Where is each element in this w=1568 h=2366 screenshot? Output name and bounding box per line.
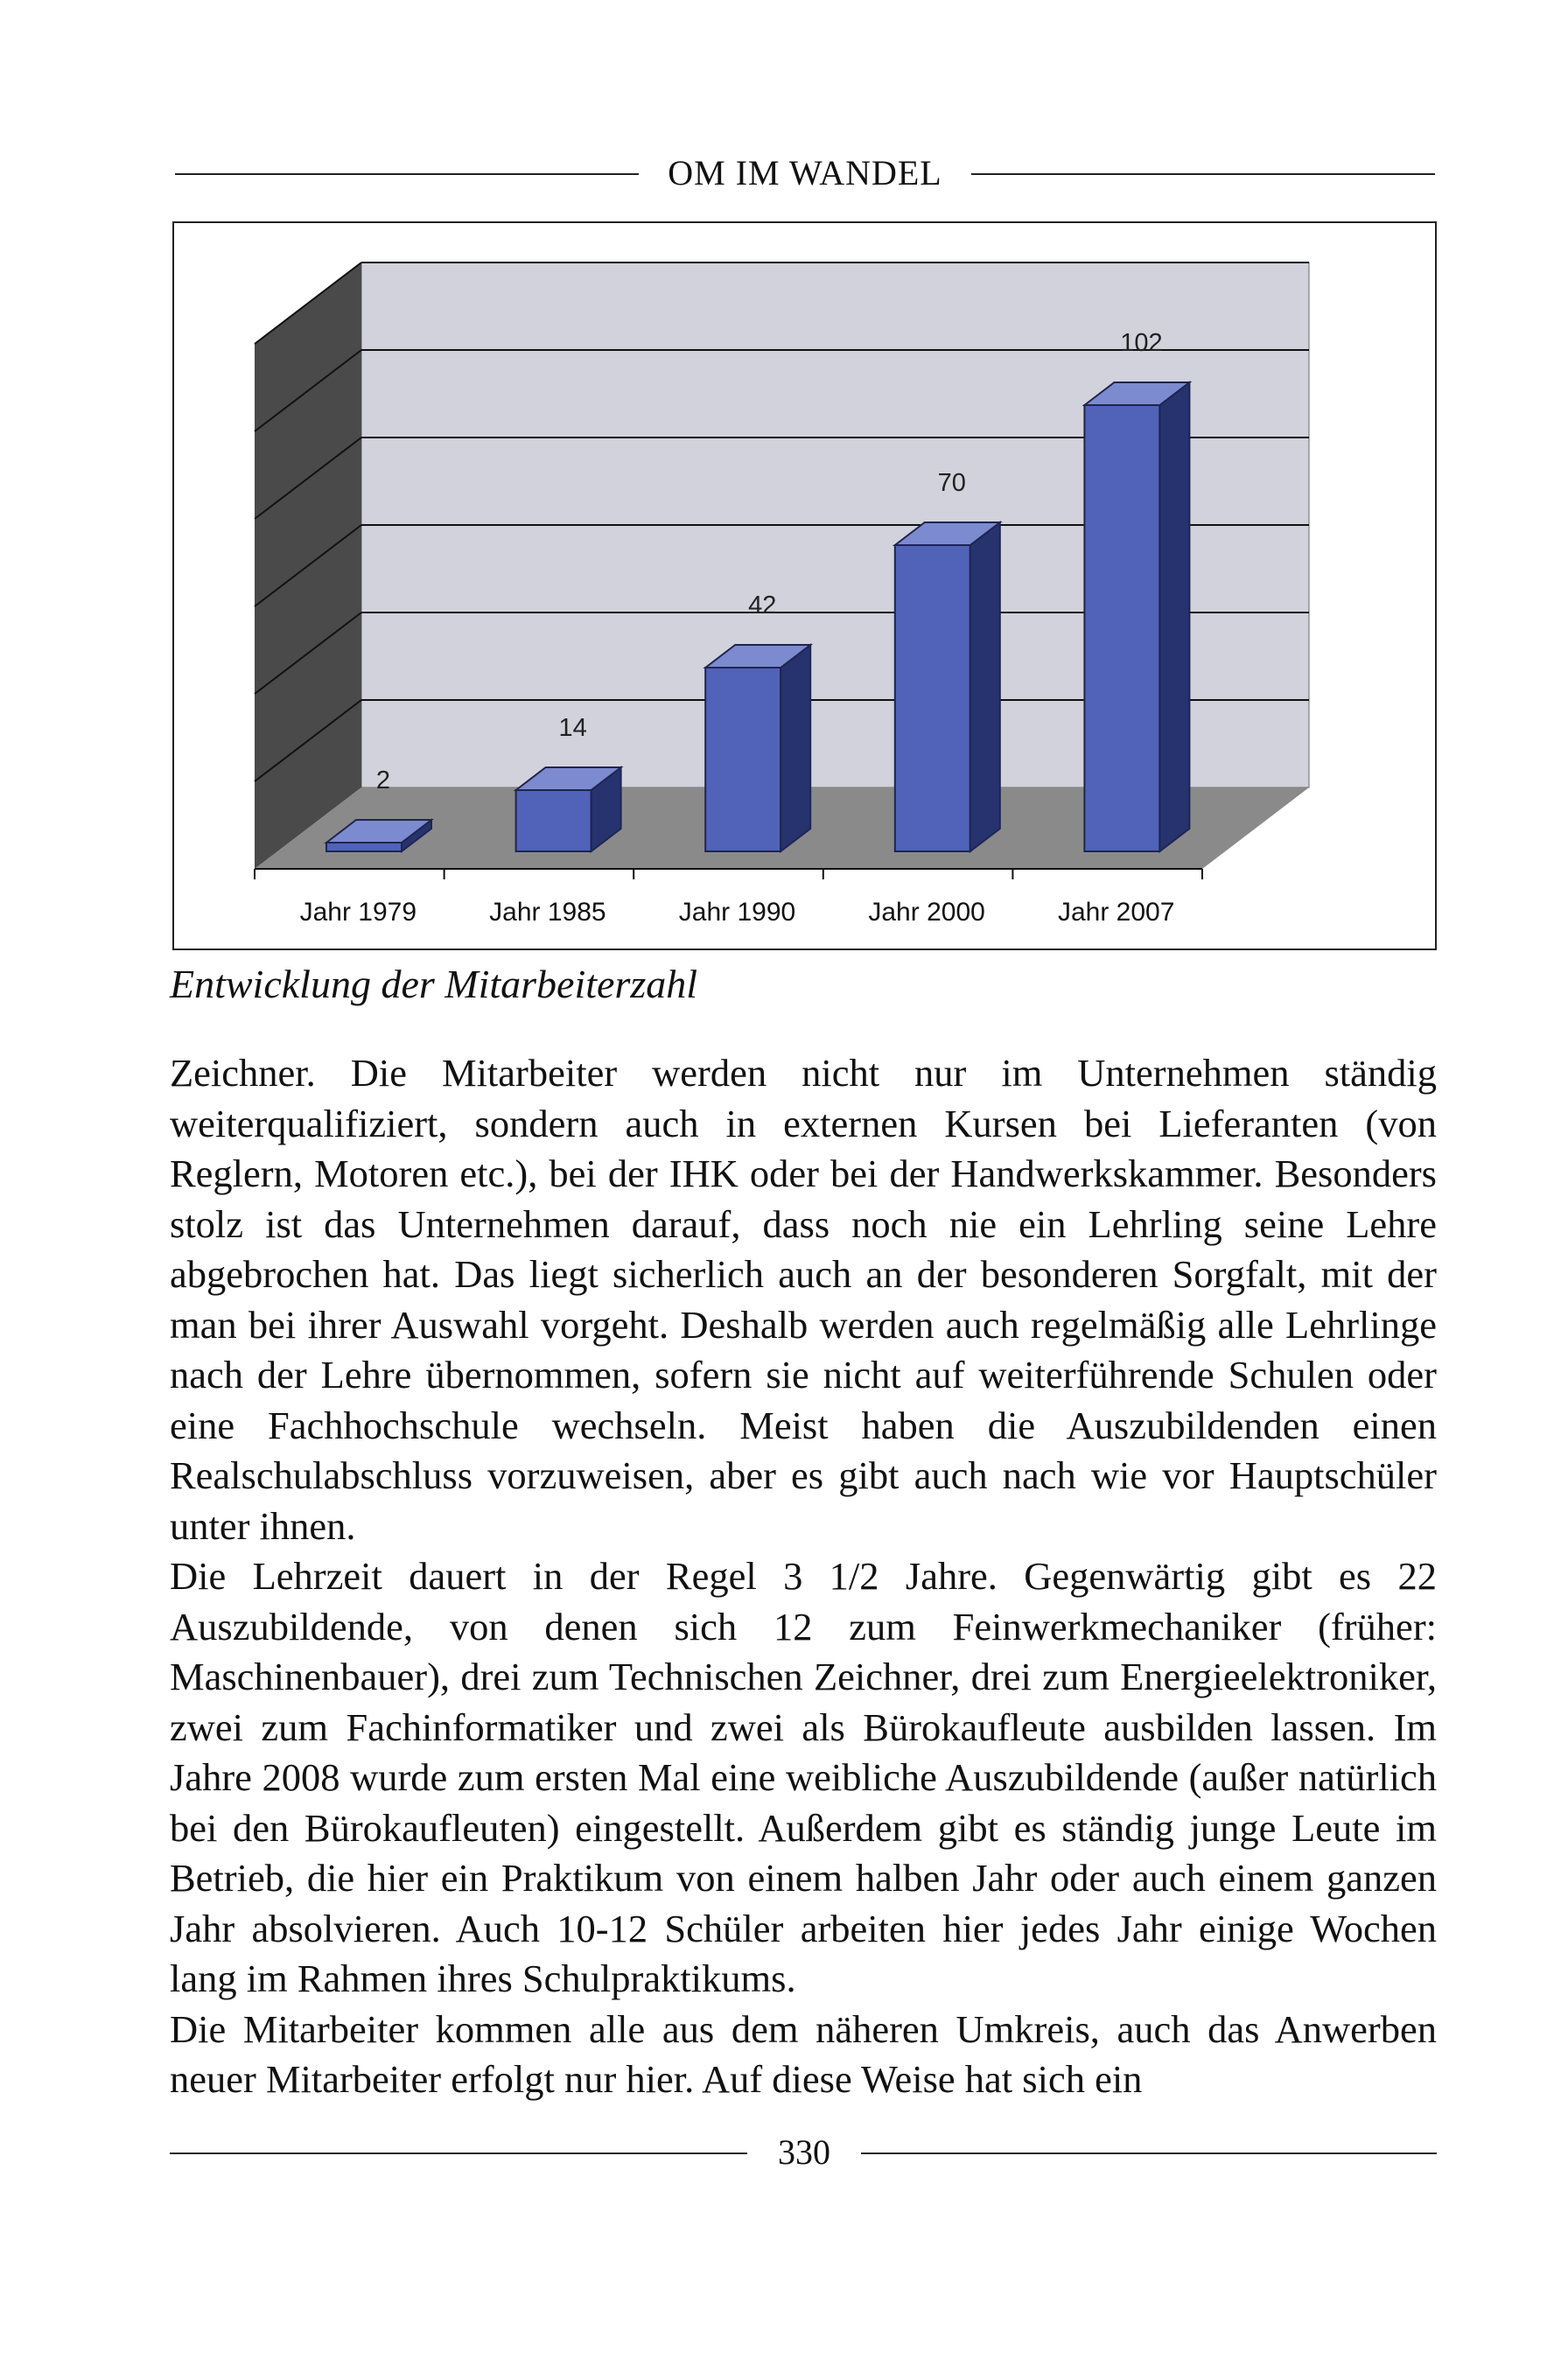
header-rule-left (175, 173, 639, 175)
paragraph: Zeichner. Die Mitarbeiter werden nicht nur im Unternehmen ständig weiterqualifiziert, sondern auch in externen Kursen bei Lieferanten (von Reglern, Motoren etc.), bei der IHK oder bei der Handwerkskammer. Besonders stolz ist das Unternehmen darauf, dass noch nie ein Lehrling seine Lehre abgebrochen hat. Das liegt sicherlich auch an der besonderen Sorgfalt, mit der man bei ihrer Auswahl vorgeht. Deshalb werden auch regelmäßig alle Lehrlinge nach der Lehre übernommen, sofern sie nicht auf weiterführende Schulen oder eine Fachhochschule wechseln. Meist haben die Auszubildenden einen Realschulabschluss vorzuweisen, aber es gibt auch nach wie vor Hauptschüler unter ihnen. (170, 1051, 1437, 1548)
data-label: 42 (748, 592, 777, 620)
body-text (170, 1048, 1437, 2105)
footer-rule-left (170, 2152, 747, 2154)
data-label: 102 (1120, 329, 1163, 357)
bar-chart (174, 223, 1438, 952)
page-footer (170, 2126, 1437, 2179)
paragraph: Die Mitarbeiter kommen alle aus dem näheren Umkreis, auch das Anwerben neuer Mitarbeiter erfolgt nur hier. Auf diese Weise hat sich ein (170, 2006, 1437, 2101)
bar (516, 790, 592, 851)
page-number: 330 (778, 2132, 830, 2172)
chart-frame (172, 221, 1437, 950)
paragraph: Die Lehrzeit dauert in der Regel 3 1/2 Jahre. Gegenwärtig gibt es 22 Auszubildende, von denen sich 12 zum Feinwerkmechaniker (früher: Maschinenbauer), drei zum Technischen Zeichner, drei zum Energieelektroniker, zwei zum Fachinformatiker und zwei als Bürokaufleute ausbilden lassen. Im Jahre 2008 wurde zum ersten Mal eine weibliche Auszubildende (außer natürlich bei den Bürokaufleuten) eingestellt. Außerdem gibt es ständig junge Leute im Betrieb, die hier ein Praktikum von einem halben Jahr oder auch einem ganzen Jahr absolvieren. Auch 10-12 Schüler arbeiten hier jedes Jahr einige Wochen lang im Rahmen ihres Schulpraktikums. (170, 1554, 1437, 2000)
header-title: OM IM WANDEL (668, 153, 942, 192)
bar (895, 545, 970, 851)
data-label: 14 (558, 714, 587, 742)
footer-rule-right (861, 2152, 1437, 2154)
bar-side (780, 645, 810, 851)
bar (705, 668, 780, 851)
bar-side (1159, 382, 1189, 851)
x-tick-label: Jahr 2000 (868, 898, 985, 927)
x-tick-label: Jahr 1979 (299, 898, 417, 927)
header-rule-right (971, 173, 1435, 175)
running-header (175, 149, 1435, 201)
x-tick-label: Jahr 1985 (489, 898, 606, 927)
figure-caption: Entwicklung der Mitarbeiterzahl (170, 962, 698, 1006)
bar (1084, 405, 1159, 851)
bar (326, 843, 402, 851)
bar-side (970, 522, 1000, 851)
x-tick-label: Jahr 2007 (1057, 898, 1175, 927)
data-label: 70 (937, 469, 966, 497)
x-tick-label: Jahr 1990 (678, 898, 796, 927)
data-label: 2 (375, 766, 391, 794)
